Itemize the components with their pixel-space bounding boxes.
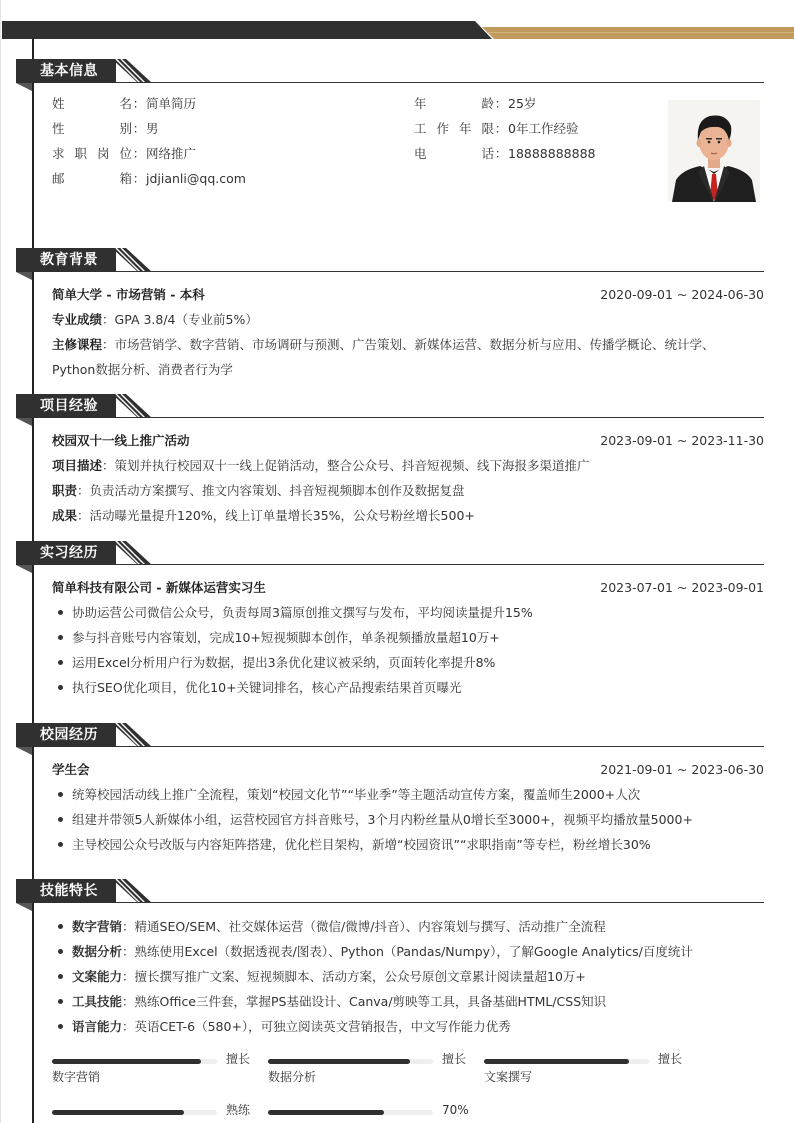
section-basic-info bbox=[16, 59, 764, 86]
section-title: 教育背景 bbox=[40, 252, 98, 268]
gpa-value: ：GPA 3.8/4（专业前5%） bbox=[102, 312, 258, 327]
project-line-label: 项目描述 bbox=[52, 458, 103, 473]
project-body bbox=[52, 428, 764, 528]
project-line-value: ：策划并执行校园双十一线上促销活动，整合公众号、抖音短视频、线下海报多渠道推广 bbox=[102, 458, 590, 473]
avatar-photo bbox=[668, 100, 760, 202]
internship-date: 2023-07-01 ~ 2023-09-01 bbox=[600, 580, 764, 595]
section-header bbox=[16, 723, 764, 750]
info-label: 姓名 bbox=[52, 96, 132, 111]
colon: ： bbox=[132, 171, 146, 186]
skill-value: ：精通SEO/SEM、社交媒体运营（微信/微博/抖音）、内容策划与撰写、活动推广全流程 bbox=[122, 919, 606, 934]
project-line-label: 职责 bbox=[52, 483, 78, 498]
section-rule bbox=[116, 271, 764, 272]
courses-value-2: Python数据分析、消费者行为学 bbox=[52, 362, 233, 377]
skill-level: 熟练 bbox=[226, 1103, 251, 1117]
skill-label: 工具技能 bbox=[72, 994, 123, 1009]
skill-label: 数据分析 bbox=[72, 944, 123, 959]
list-item: 主导校园公众号改版与内容矩阵搭建，优化栏目架构，新增“校园资讯”“求职指南”等专栏，粉丝增长30% bbox=[52, 832, 764, 857]
skill-bar-track bbox=[52, 1110, 217, 1115]
skill-level: 擅长 bbox=[658, 1052, 683, 1066]
top-bar-dark bbox=[2, 21, 492, 39]
skill-bar-fill bbox=[484, 1059, 629, 1064]
colon: ： bbox=[494, 146, 508, 161]
skill-bar bbox=[484, 1053, 694, 1093]
campus-body bbox=[52, 757, 764, 857]
school-major-degree: 简单大学 - 市场营销 - 本科 bbox=[52, 287, 205, 302]
info-value: 18888888888 bbox=[508, 146, 596, 161]
skill-bar bbox=[52, 1104, 262, 1123]
gpa-label: 专业成绩 bbox=[52, 312, 103, 327]
info-value: 简单简历 bbox=[146, 96, 197, 111]
courses-label: 主修课程 bbox=[52, 337, 103, 352]
skill-bar-track bbox=[268, 1110, 433, 1115]
section-title: 校园经历 bbox=[40, 727, 98, 743]
skill-level: 70% bbox=[442, 1103, 469, 1117]
section-header bbox=[16, 248, 764, 275]
section-header bbox=[16, 59, 764, 86]
section-tab-fold bbox=[16, 903, 32, 911]
colon: ： bbox=[132, 121, 146, 136]
skill-bar-track bbox=[268, 1059, 433, 1064]
section-campus bbox=[16, 723, 764, 852]
skill-item bbox=[52, 989, 764, 1014]
colon: ： bbox=[132, 146, 146, 161]
campus-org: 学生会 bbox=[52, 762, 90, 777]
colon: ： bbox=[494, 121, 508, 136]
skill-bar bbox=[268, 1104, 478, 1123]
timeline-line bbox=[32, 39, 34, 1123]
skill-bar bbox=[268, 1053, 478, 1093]
page-edge bbox=[0, 0, 1, 1123]
skill-bar-track bbox=[52, 1059, 217, 1064]
section-title: 项目经验 bbox=[40, 398, 98, 414]
skill-bar-track bbox=[484, 1059, 649, 1064]
project-date: 2023-09-01 ~ 2023-11-30 bbox=[600, 433, 764, 448]
skill-level: 擅长 bbox=[442, 1052, 467, 1066]
section-header bbox=[16, 394, 764, 421]
info-value[interactable]: jdjianli@qq.com bbox=[146, 171, 246, 186]
skill-name: 文案撰写 bbox=[484, 1070, 533, 1084]
section-internship bbox=[16, 541, 764, 695]
education-body bbox=[52, 282, 764, 382]
list-item: 运用Excel分析用户行为数据，提出3条优化建议被采纳，页面转化率提升8% bbox=[52, 650, 764, 675]
skill-level: 擅长 bbox=[226, 1052, 251, 1066]
section-tab-fold bbox=[16, 565, 32, 573]
skill-label: 数字营销 bbox=[72, 919, 123, 934]
skill-item bbox=[52, 939, 764, 964]
stripes-icon bbox=[112, 394, 152, 418]
section-header bbox=[16, 879, 764, 906]
courses-row-continued bbox=[52, 357, 764, 382]
skill-value: ：擅长撰写推广文案、短视频脚本、活动方案，公众号原创文章累计阅读量超10万+ bbox=[122, 969, 586, 984]
info-label: 求职岗位 bbox=[52, 146, 132, 161]
section-rule bbox=[116, 564, 764, 565]
project-header-row bbox=[52, 428, 764, 453]
info-phone bbox=[414, 141, 595, 166]
skill-item bbox=[52, 964, 764, 989]
section-tab-fold bbox=[16, 418, 32, 426]
section-rule bbox=[116, 746, 764, 747]
section-tab-fold bbox=[16, 272, 32, 280]
project-line-value: ：负责活动方案撰写、推文内容策划、抖音短视频脚本创作及数据复盘 bbox=[77, 483, 465, 498]
stripes-icon bbox=[112, 541, 152, 565]
info-email bbox=[52, 166, 246, 191]
info-name bbox=[52, 91, 196, 116]
info-experience bbox=[414, 116, 578, 141]
skill-bar bbox=[52, 1053, 262, 1093]
skill-label: 语言能力 bbox=[72, 1019, 123, 1034]
info-value: 0年工作经验 bbox=[508, 121, 579, 136]
list-item: 统筹校园活动线上推广全流程，策划“校园文化节”“毕业季”等主题活动宣传方案，覆盖师生2000+人次 bbox=[52, 782, 764, 807]
internship-header-row bbox=[52, 575, 764, 600]
info-label: 邮箱 bbox=[52, 171, 132, 186]
internship-body bbox=[52, 575, 764, 700]
skill-bar-fill bbox=[52, 1059, 201, 1064]
colon: ： bbox=[494, 96, 508, 111]
section-rule bbox=[116, 902, 764, 903]
section-tab-fold bbox=[16, 83, 32, 91]
skill-name: 数字营销 bbox=[52, 1070, 101, 1084]
info-label: 年龄 bbox=[414, 96, 494, 111]
top-bar-gold bbox=[482, 27, 794, 39]
section-header bbox=[16, 541, 764, 568]
campus-date: 2021-09-01 ~ 2023-06-30 bbox=[600, 762, 764, 777]
company-role: 简单科技有限公司 - 新媒体运营实习生 bbox=[52, 580, 266, 595]
top-bar-gold-line bbox=[487, 32, 794, 33]
info-gender bbox=[52, 116, 159, 141]
skills-body bbox=[52, 914, 764, 1039]
section-education bbox=[16, 248, 764, 377]
stripes-icon bbox=[112, 879, 152, 903]
info-value: 网络推广 bbox=[146, 146, 197, 161]
campus-header-row bbox=[52, 757, 764, 782]
project-line bbox=[52, 453, 764, 478]
stripes-icon bbox=[112, 248, 152, 272]
project-line bbox=[52, 478, 764, 503]
stripes-icon bbox=[112, 723, 152, 747]
skill-value: ：英语CET-6（580+），可独立阅读英文营销报告，中文写作能力优秀 bbox=[122, 1019, 511, 1034]
project-line bbox=[52, 503, 764, 528]
skill-name: 数据分析 bbox=[268, 1070, 317, 1084]
education-header-row bbox=[52, 282, 764, 307]
courses-row bbox=[52, 332, 764, 357]
info-label: 工作年限 bbox=[414, 121, 494, 136]
skill-value: ：熟练使用Excel（数据透视表/图表）、Python（Pandas/Numpy），了解Google Analytics/百度统计 bbox=[122, 944, 693, 959]
skill-item bbox=[52, 1014, 764, 1039]
section-title: 实习经历 bbox=[40, 545, 98, 561]
project-line-label: 成果 bbox=[52, 508, 78, 523]
section-project bbox=[16, 394, 764, 523]
skill-bar-fill bbox=[268, 1110, 384, 1115]
info-value: 25岁 bbox=[508, 96, 537, 111]
skill-bar-fill bbox=[52, 1110, 184, 1115]
skill-value: ：熟练Office三件套，掌握PS基础设计、Canva/剪映等工具，具备基础HTML/CSS知识 bbox=[122, 994, 607, 1009]
info-value: 男 bbox=[146, 121, 159, 136]
skill-bar-fill bbox=[268, 1059, 410, 1064]
project-line-value: ：活动曝光量提升120%，线上订单量增长35%，公众号粉丝增长500+ bbox=[77, 508, 475, 523]
skill-label: 文案能力 bbox=[72, 969, 123, 984]
info-age bbox=[414, 91, 536, 116]
list-item: 执行SEO优化项目，优化10+关键词排名，核心产品搜索结果首页曝光 bbox=[52, 675, 764, 700]
list-item: 协助运营公司微信公众号，负责每周3篇原创推文撰写与发布，平均阅读量提升15% bbox=[52, 600, 764, 625]
colon: ： bbox=[132, 96, 146, 111]
education-date: 2020-09-01 ~ 2024-06-30 bbox=[600, 287, 764, 302]
project-name: 校园双十一线上推广活动 bbox=[52, 433, 190, 448]
section-tab-fold bbox=[16, 747, 32, 755]
avatar-illustration bbox=[668, 100, 760, 202]
top-decor-bar bbox=[2, 21, 794, 39]
section-rule bbox=[116, 417, 764, 418]
list-item: 组建并带领5人新媒体小组，运营校园官方抖音账号，3个月内粉丝量从0增长至3000+，视频平均播放量5000+ bbox=[52, 807, 764, 832]
gpa-row bbox=[52, 307, 764, 332]
section-rule bbox=[116, 82, 764, 83]
skill-item bbox=[52, 914, 764, 939]
stripes-icon bbox=[112, 59, 152, 83]
courses-value: ：市场营销学、数字营销、市场调研与预测、广告策划、新媒体运营、数据分析与应用、传播学概论、统计学、 bbox=[102, 337, 715, 352]
info-label: 电话 bbox=[414, 146, 494, 161]
section-title: 基本信息 bbox=[40, 63, 98, 79]
info-label: 性别 bbox=[52, 121, 132, 136]
section-title: 技能特长 bbox=[40, 883, 98, 899]
info-position bbox=[52, 141, 196, 166]
section-skills bbox=[16, 879, 764, 1034]
list-item: 参与抖音账号内容策划，完成10+短视频脚本创作，单条视频播放量超10万+ bbox=[52, 625, 764, 650]
